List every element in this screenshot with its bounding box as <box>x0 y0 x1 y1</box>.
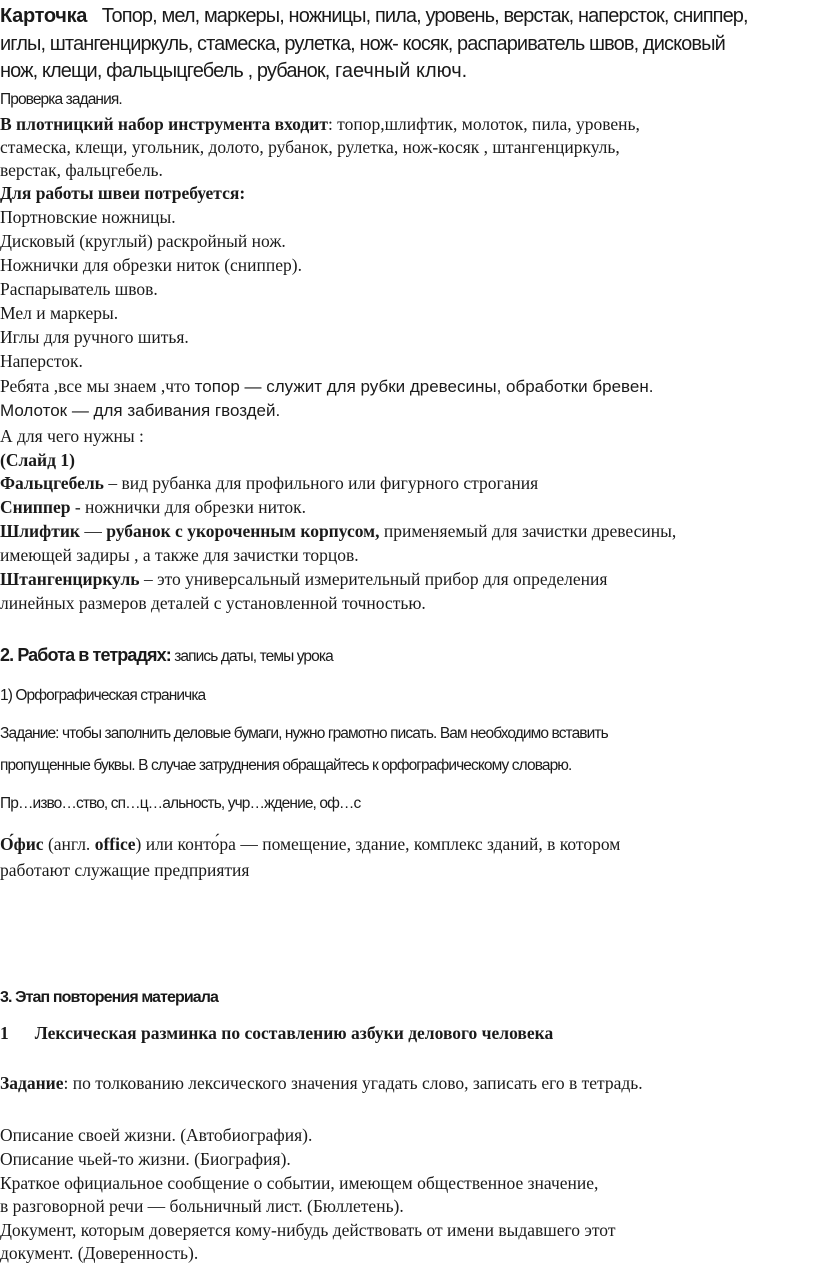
question-line: А для чего нужны : <box>0 426 144 446</box>
definition: - ножнички для обрезки ниток. <box>70 497 306 517</box>
term: О́фис <box>0 834 44 854</box>
item-title: Лексическая разминка по составлению азбуки делового человека <box>34 1023 554 1043</box>
definition-falzgebel <box>0 472 538 494</box>
definition: ) или конто́ра — помещение, здание, комплекс зданий, в котором <box>135 834 621 854</box>
seamstress-item: Мел и маркеры. <box>0 303 119 323</box>
section-2-heading <box>0 644 333 668</box>
riddle-line: Краткое официальное сообщение о событии, имеющем общественное значение, <box>0 1173 599 1193</box>
section-2-title: 2. Работа в тетрадях: <box>0 645 171 665</box>
definition: применяемый для зачистки древесины, <box>379 521 677 541</box>
kids-text: Ребята ,все мы знаем ,что <box>0 376 195 396</box>
definition-caliper <box>0 568 607 590</box>
slide-label: (Слайд 1) <box>0 450 75 470</box>
seamstress-item: Портновские ножницы. <box>0 207 176 227</box>
spelling-task-line-1: Задание: чтобы заполнить деловые бумаги, нужно грамотно писать. Вам необходимо вставить <box>0 725 608 742</box>
carpenter-line-3: верстак, фальцгебель. <box>0 160 163 180</box>
definition-caliper-line-2: линейных размеров деталей с установленной точностью. <box>0 593 426 613</box>
lexical-warmup-item <box>0 1022 553 1044</box>
definition-shliftik-line-2: имеющей задиры , а также для зачистки торцов. <box>0 545 359 565</box>
seamstress-item: Распарыватель швов. <box>0 279 158 299</box>
axe-text: топор — служит для рубки древесины, обработки бревен. <box>194 377 654 396</box>
definition-shliftik <box>0 520 676 542</box>
term: Сниппер <box>0 497 71 517</box>
riddle-line: Описание чьей-то жизни. (Биография). <box>0 1149 291 1169</box>
check-heading: Проверка задания. <box>0 91 122 108</box>
seamstress-heading: Для работы швеи потребуется: <box>0 183 246 203</box>
carpenter-line-2: стамеска, клещи, угольник, долото, рубанок, рулетка, нож-косяк , штангенциркуль, <box>0 137 620 157</box>
item-number: 1 <box>0 1023 9 1043</box>
office-definition <box>0 833 620 855</box>
task-label: Задание <box>0 1073 64 1093</box>
seamstress-item: Дисковый (круглый) раскройный нож. <box>0 231 286 251</box>
riddle-line: Документ, которым доверяется кому-нибудь действовать от имени выдавшего этот <box>0 1220 616 1240</box>
card-line-1 <box>0 5 748 27</box>
task-text: : по толкованию лексического значения угадать слово, записать его в тетрадь. <box>63 1073 643 1093</box>
card-label: Карточка <box>0 5 88 27</box>
definition: – вид рубанка для профильного или фигурного строгания <box>103 473 539 493</box>
definition-bold: рубанок с укороченным корпусом, <box>106 521 380 541</box>
card-line-3 <box>0 60 467 82</box>
card-text-3a: нож, клещи, фальцыцгебель , рубанок, <box>0 60 330 82</box>
english-word: office <box>94 834 136 854</box>
seamstress-item: Иглы для ручного шитья. <box>0 327 189 347</box>
riddle-line: Описание своей жизни. (Автобиография). <box>0 1125 313 1145</box>
term: Шлифтик <box>0 521 80 541</box>
term: Штангенциркуль <box>0 569 140 589</box>
section-2-subtitle: запись даты, темы урока <box>170 648 333 665</box>
carpenter-line-1 <box>0 113 640 135</box>
missing-letters-words: Пр…изво…ство, сп…ц…альность, учр…ждение, оф…с <box>0 795 361 812</box>
definition-snipper <box>0 496 306 518</box>
office-definition-line-2: работают служащие предприятия <box>0 860 250 880</box>
card-text-1: Топор, мел, маркеры, ножницы, пила, уровень, верстак, наперсток, сниппер, <box>101 5 748 27</box>
section-3-task <box>0 1072 643 1094</box>
spelling-page-item: 1) Орфографическая страничка <box>0 687 206 704</box>
seamstress-item: Ножнички для обрезки ниток (сниппер). <box>0 255 302 275</box>
card-line-2: иглы, штангенциркуль, стамеска, рулетка, нож- косяк, распариватель швов, дисковый <box>0 33 725 55</box>
hammer-line: Молоток — для забивания гвоздей. <box>0 401 281 420</box>
definition: (англ. <box>43 834 95 854</box>
kids-line <box>0 375 653 398</box>
riddle-line: документ. (Доверенность). <box>0 1243 199 1263</box>
carpenter-text: : топор,шлифтик, молоток, пила, уровень, <box>327 114 640 134</box>
seamstress-item: Наперсток. <box>0 351 83 371</box>
term: Фальцгебель <box>0 473 104 493</box>
carpenter-bold: В плотницкий набор инструмента входит <box>0 114 328 134</box>
section-3-title: 3. Этап повторения материала <box>0 989 219 1006</box>
card-text-3b: гаечный ключ. <box>329 60 468 82</box>
dash: — <box>80 521 107 541</box>
spelling-task-line-2: пропущенные буквы. В случае затруднения обращайтесь к орфографическому словарю. <box>0 757 572 774</box>
definition: – это универсальный измерительный прибор для определения <box>139 569 608 589</box>
riddle-line: в разговорной речи — больничный лист. (Бюллетень). <box>0 1196 404 1216</box>
